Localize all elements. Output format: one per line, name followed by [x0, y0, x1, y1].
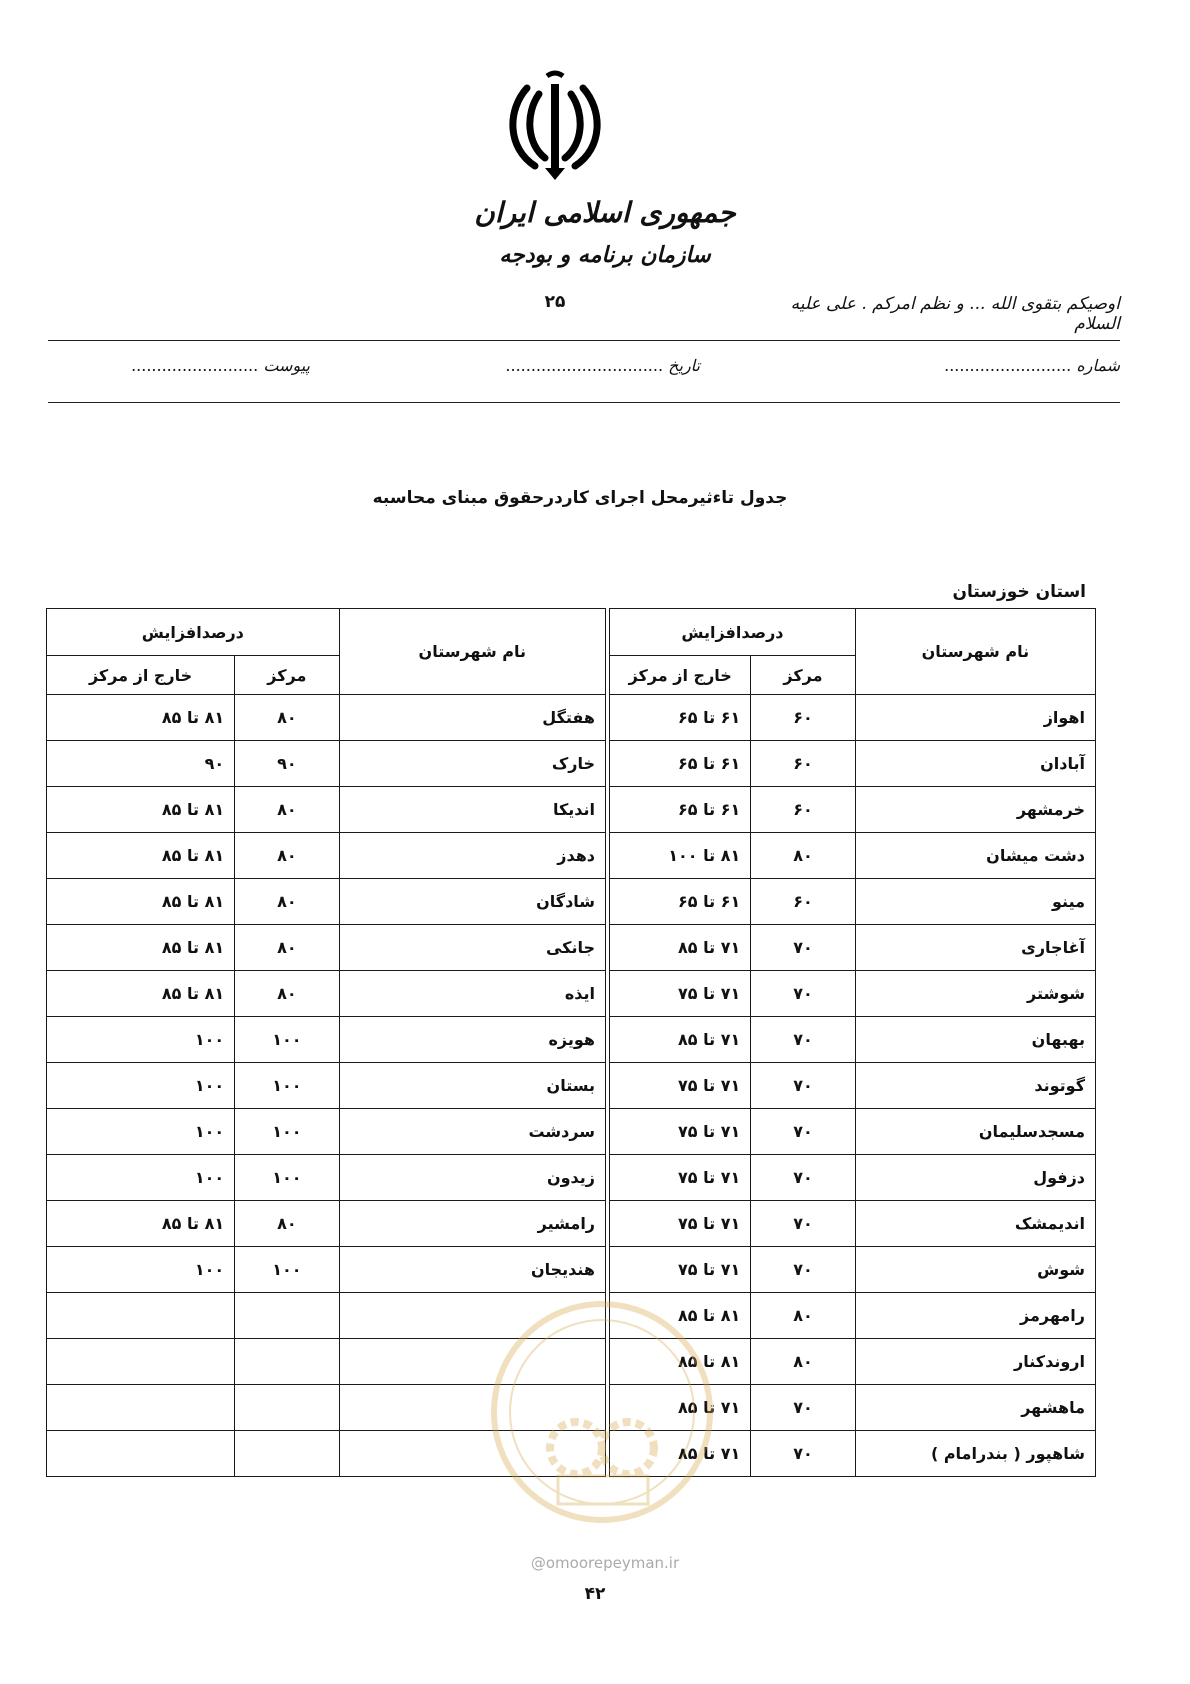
header-city-left: نام شهرستان — [339, 609, 605, 695]
table-row — [47, 787, 1096, 833]
outside-percent: ۱۰۰ — [47, 1109, 235, 1155]
city-name: شادگان — [339, 879, 605, 925]
header-outside-left: خارج از مرکز — [47, 656, 235, 695]
table-row — [47, 833, 1096, 879]
outside-percent: ۷۱ تا ۷۵ — [610, 1109, 751, 1155]
header-increase-left: درصدافزایش — [47, 609, 340, 656]
attachment-dots: ......................... — [131, 356, 259, 375]
center-percent: ۷۰ — [751, 1201, 855, 1247]
outside-percent: ۷۱ تا ۸۵ — [610, 1017, 751, 1063]
outside-percent: ۶۱ تا ۶۵ — [610, 787, 751, 833]
city-name: رامشیر — [339, 1201, 605, 1247]
outside-percent: ۹۰ — [47, 741, 235, 787]
iran-emblem-icon — [505, 70, 605, 182]
outside-percent: ۸۱ تا ۸۵ — [47, 695, 235, 741]
center-percent: ۶۰ — [751, 879, 855, 925]
table-gap — [606, 1247, 610, 1293]
table-gap — [606, 787, 610, 833]
watermark-text: @omoorepeyman.ir — [530, 1554, 680, 1572]
page-number: ۴۲ — [584, 1584, 606, 1604]
date-dots: ............................... — [505, 356, 664, 375]
watermark-seal-icon — [488, 1298, 716, 1526]
city-name: هفتگل — [339, 695, 605, 741]
table-gap — [606, 925, 610, 971]
center-percent: ۱۰۰ — [235, 1247, 339, 1293]
center-percent: ۸۰ — [235, 879, 339, 925]
table-row — [47, 1063, 1096, 1109]
outside-percent: ۱۰۰ — [47, 1247, 235, 1293]
outside-percent: ۷۱ تا ۷۵ — [610, 971, 751, 1017]
page-title: جدول تاءثیرمحل اجرای کاردرحقوق مبنای محاسبه — [372, 488, 788, 508]
city-name: اندیکا — [339, 787, 605, 833]
outside-percent: ۸۱ تا ۸۵ — [47, 787, 235, 833]
center-percent: ۱۰۰ — [235, 1063, 339, 1109]
center-percent: ۹۰ — [235, 741, 339, 787]
city-name: خرمشهر — [855, 787, 1095, 833]
center-percent: ۷۰ — [751, 971, 855, 1017]
city-name: رامهرمز — [855, 1293, 1095, 1339]
table-row — [47, 925, 1096, 971]
city-name: بستان — [339, 1063, 605, 1109]
outside-percent: ۱۰۰ — [47, 1155, 235, 1201]
outside-percent: ۸۱ تا ۸۵ — [47, 971, 235, 1017]
city-name: خارک — [339, 741, 605, 787]
city-name: گوتوند — [855, 1063, 1095, 1109]
city-name: اهواز — [855, 695, 1095, 741]
center-percent: ۶۰ — [751, 787, 855, 833]
center-percent: ۸۰ — [235, 787, 339, 833]
outside-percent: ۷۱ تا ۷۵ — [610, 1201, 751, 1247]
center-percent: ۷۰ — [751, 925, 855, 971]
city-name: شوشتر — [855, 971, 1095, 1017]
outside-percent: ۸۱ تا ۸۵ — [47, 879, 235, 925]
outside-percent: ۷۱ تا ۷۵ — [610, 1155, 751, 1201]
header-rule-bottom — [48, 402, 1120, 403]
city-name: جانکی — [339, 925, 605, 971]
table-gap — [606, 1017, 610, 1063]
header-city-right: نام شهرستان — [855, 609, 1095, 695]
outside-percent: ۷۱ تا ۷۵ — [610, 1247, 751, 1293]
center-percent: ۱۰۰ — [235, 1155, 339, 1201]
city-name: دهدز — [339, 833, 605, 879]
header-increase-right: درصدافزایش — [610, 609, 856, 656]
table-gap — [606, 1155, 610, 1201]
outside-percent: ۷۱ تا ۸۵ — [610, 925, 751, 971]
header-center-left: مرکز — [235, 656, 339, 695]
center-percent: ۷۰ — [751, 1431, 855, 1477]
table-row — [47, 695, 1096, 741]
header-center-right: مرکز — [751, 656, 855, 695]
table-gap — [606, 971, 610, 1017]
center-percent: ۱۰۰ — [235, 1109, 339, 1155]
outside-percent: ۷۱ تا ۸۵ — [610, 1431, 751, 1477]
city-name: هویزه — [339, 1017, 605, 1063]
organization-name: سازمان برنامه و بودجه — [499, 242, 711, 268]
number-label: شماره — [1076, 356, 1120, 375]
center-percent: ۷۰ — [751, 1155, 855, 1201]
table-gap — [606, 879, 610, 925]
center-percent: ۸۰ — [751, 1339, 855, 1385]
outside-percent — [47, 1339, 235, 1385]
salutation: اوصیکم بتقوی الله ... و نظم امرکم . علی علیه السلام — [790, 294, 1120, 334]
city-name: مسجدسلیمان — [855, 1109, 1095, 1155]
table-row — [47, 741, 1096, 787]
table-gap — [606, 1201, 610, 1247]
center-percent: ۶۰ — [751, 741, 855, 787]
outside-percent: ۶۱ تا ۶۵ — [610, 741, 751, 787]
outside-percent: ۷۱ تا ۸۵ — [610, 1385, 751, 1431]
number-field — [944, 356, 1120, 375]
table-row — [47, 1155, 1096, 1201]
city-name: آغاجاری — [855, 925, 1095, 971]
city-name: سردشت — [339, 1109, 605, 1155]
table-row — [47, 1247, 1096, 1293]
table-row — [47, 971, 1096, 1017]
outside-percent: ۶۱ تا ۶۵ — [610, 879, 751, 925]
header-outside-right: خارج از مرکز — [610, 656, 751, 695]
city-name: ایذه — [339, 971, 605, 1017]
center-percent — [235, 1431, 339, 1477]
outside-percent: ۸۱ تا ۱۰۰ — [610, 833, 751, 879]
city-name: آبادان — [855, 741, 1095, 787]
center-percent: ۸۰ — [751, 833, 855, 879]
header-rule-top — [48, 340, 1120, 341]
outside-percent — [47, 1431, 235, 1477]
outside-percent: ۸۱ تا ۸۵ — [47, 925, 235, 971]
city-name: شوش — [855, 1247, 1095, 1293]
table-gap — [606, 1063, 610, 1109]
center-percent: ۸۰ — [235, 833, 339, 879]
center-percent: ۱۰۰ — [235, 1017, 339, 1063]
table-gap — [606, 695, 610, 741]
outside-percent: ۷۱ تا ۷۵ — [610, 1063, 751, 1109]
letter-number: ۲۵ — [544, 292, 566, 312]
center-percent: ۷۰ — [751, 1063, 855, 1109]
city-name: شاهپور ( بندرامام ) — [855, 1431, 1095, 1477]
country-name: جمهوری اسلامی ایران — [474, 196, 736, 229]
center-percent: ۸۰ — [235, 971, 339, 1017]
center-percent — [235, 1385, 339, 1431]
city-name: بهبهان — [855, 1017, 1095, 1063]
province-label: استان خوزستان — [952, 582, 1086, 602]
center-percent — [235, 1339, 339, 1385]
center-percent: ۸۰ — [235, 695, 339, 741]
outside-percent: ۸۱ تا ۸۵ — [610, 1293, 751, 1339]
city-name: دشت میشان — [855, 833, 1095, 879]
center-percent: ۸۰ — [235, 1201, 339, 1247]
date-label: تاریخ — [668, 356, 700, 375]
table-row — [47, 1017, 1096, 1063]
attachment-label: پیوست — [263, 356, 310, 375]
city-name: مینو — [855, 879, 1095, 925]
outside-percent: ۶۱ تا ۶۵ — [610, 695, 751, 741]
center-percent: ۸۰ — [751, 1293, 855, 1339]
city-name: ماهشهر — [855, 1385, 1095, 1431]
center-percent: ۷۰ — [751, 1109, 855, 1155]
city-name: اروندکنار — [855, 1339, 1095, 1385]
table-row — [47, 1109, 1096, 1155]
outside-percent: ۱۰۰ — [47, 1063, 235, 1109]
center-percent — [235, 1293, 339, 1339]
number-dots: ......................... — [944, 356, 1072, 375]
table-row — [47, 879, 1096, 925]
center-percent: ۷۰ — [751, 1385, 855, 1431]
city-name: اندیمشک — [855, 1201, 1095, 1247]
city-name: زیدون — [339, 1155, 605, 1201]
center-percent: ۶۰ — [751, 695, 855, 741]
city-name: هندیجان — [339, 1247, 605, 1293]
attachment-field — [131, 356, 310, 375]
center-percent: ۷۰ — [751, 1247, 855, 1293]
center-percent: ۷۰ — [751, 1017, 855, 1063]
outside-percent — [47, 1385, 235, 1431]
outside-percent: ۸۱ تا ۸۵ — [47, 1201, 235, 1247]
table-gap — [606, 741, 610, 787]
outside-percent: ۱۰۰ — [47, 1017, 235, 1063]
outside-percent — [47, 1293, 235, 1339]
center-percent: ۸۰ — [235, 925, 339, 971]
date-field — [505, 356, 700, 375]
outside-percent: ۸۱ تا ۸۵ — [47, 833, 235, 879]
table-gap — [606, 833, 610, 879]
table-row — [47, 1201, 1096, 1247]
city-name: دزفول — [855, 1155, 1095, 1201]
table-gap — [606, 1109, 610, 1155]
outside-percent: ۸۱ تا ۸۵ — [610, 1339, 751, 1385]
